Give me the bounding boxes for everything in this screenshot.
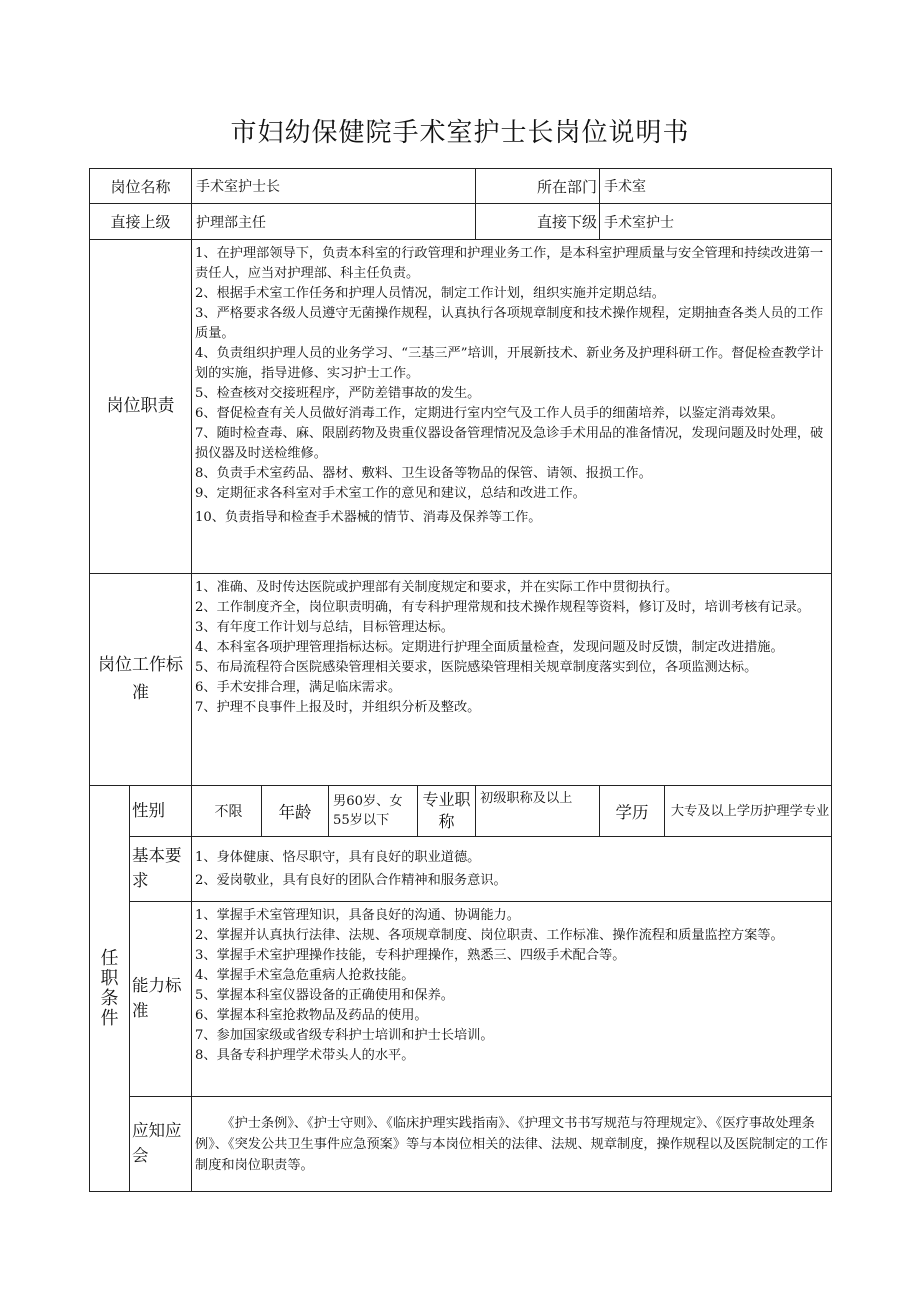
- basic-requirements-list: [192, 837, 832, 902]
- standards-label: 岗位工作标准: [90, 574, 192, 786]
- position-name-value: 手术室护士长: [192, 169, 476, 204]
- row-duties: [90, 240, 832, 574]
- ability-item: 4、掌握手术室急危重病人抢救技能。: [195, 968, 415, 983]
- knowledge-label: 应知应会: [130, 1097, 192, 1192]
- duty-item: 8、负责手术室药品、器材、敷料、卫生设备等物品的保管、请领、报损工作。: [195, 466, 652, 481]
- duty-item: 6、督促检查有关人员做好消毒工作，定期进行室内空气及工作人员手的细菌培养，以鉴定消毒效果。: [195, 406, 784, 421]
- position-name-label: 岗位名称: [90, 169, 192, 204]
- duty-item: 4、负责组织护理人员的业务学习、“三基三严”培训，开展新技术、新业务及护理科研工作。督促检查教学计划的实施，指导进修、实习护士工作。: [195, 346, 824, 381]
- duties-label: 岗位职责: [90, 240, 192, 574]
- department-value: 手术室: [600, 169, 832, 204]
- row-position-name: [90, 169, 832, 204]
- basic-item: 2、爱岗敬业，具有良好的团队合作精神和服务意识。: [195, 872, 507, 888]
- gender-value: 不限: [192, 786, 262, 837]
- ability-item: 6、掌握本科室抢救物品及药品的使用。: [195, 1008, 428, 1023]
- row-knowledge: [90, 1097, 832, 1192]
- ability-item: 1、掌握手术室管理知识，具备良好的沟通、协调能力。: [195, 908, 520, 923]
- title-label: 专业职称: [418, 786, 476, 837]
- duty-item: 3、严格要求各级人员遵守无菌操作规程，认真执行各项规章制度和技术操作规程，定期抽查各类人员的工作质量。: [195, 306, 824, 341]
- ability-item: 7、参加国家级或省级专科护士培训和护士长培训。: [195, 1028, 494, 1043]
- superior-label: 直接上级: [90, 204, 192, 240]
- row-basic-requirements: [90, 837, 832, 902]
- standard-item: 5、布局流程符合医院感染管理相关要求，医院感染管理相关规章制度落实到位，各项监测达标。: [195, 660, 758, 675]
- duty-item: 7、随时检查毒、麻、限剧药物及贵重仪器设备管理情况及急诊手术用品的准备情况，发现问题及时处理，破损仪器及时送检维修。: [195, 426, 824, 461]
- title-value: 初级职称及以上: [476, 786, 600, 837]
- qualifications-label: 任职条件: [90, 786, 130, 1192]
- duty-item: 2、根据手术室工作任务和护理人员情况，制定工作计划，组织实施并定期总结。: [195, 286, 665, 301]
- ability-item: 8、具备专科护理学术带头人的水平。: [195, 1048, 415, 1063]
- standards-list: [192, 574, 832, 786]
- education-value: 大专及以上学历护理学专业: [665, 786, 832, 837]
- age-label: 年龄: [262, 786, 329, 837]
- standard-item: 4、本科室各项护理管理指标达标。定期进行护理全面质量检查，发现问题及时反馈，制定改进措施。: [195, 640, 784, 655]
- basic-requirements-label: 基本要求: [130, 837, 192, 902]
- knowledge-text: 《护士条例》、《护士守则》、《临床护理实践指南》、《护理文书书写规范与符理规定》、《医疗事故处理条例》、《突发公共卫生事件应急预案》等与本岗位相关的法律、法规、规章制度，操作规程以及医院制定的工作制度和岗位职责等。: [192, 1097, 832, 1192]
- standard-item: 7、护理不良事件上报及时，并组织分析及整改。: [195, 700, 481, 715]
- row-standards: [90, 574, 832, 786]
- row-superior: [90, 204, 832, 240]
- row-ability: [90, 902, 832, 1097]
- subordinate-label: 直接下级: [476, 204, 600, 240]
- standard-item: 6、手术安排合理，满足临床需求。: [195, 680, 402, 695]
- ability-item: 2、掌握并认真执行法律、法规、各项规章制度、岗位职责、工作标准、操作流程和质量监控方案等。: [195, 928, 784, 943]
- standard-item: 3、有年度工作计划与总结，目标管理达标。: [195, 620, 454, 635]
- row-basic-info: [90, 786, 832, 837]
- duty-item: 10、负责指导和检查手术器械的情节、消毒及保养等工作。: [195, 510, 542, 525]
- superior-value: 护理部主任: [192, 204, 476, 240]
- standard-item: 2、工作制度齐全，岗位职责明确，有专科护理常规和技术操作规程等资料，修订及时，培训考核有记录。: [195, 600, 811, 615]
- page-title: 市妇幼保健院手术室护士长岗位说明书: [230, 118, 690, 148]
- gender-label: 性别: [130, 786, 192, 837]
- basic-item: 1、身体健康、恪尽职守，具有良好的职业道德。: [195, 849, 481, 865]
- duty-item: 1、在护理部领导下，负责本科室的行政管理和护理业务工作，是本科室护理质量与安全管理和持续改进第一责任人，应当对护理部、科主任负责。: [195, 246, 824, 281]
- ability-item: 3、掌握手术室护理操作技能，专科护理操作，熟悉三、四级手术配合等。: [195, 948, 626, 963]
- duties-list: [192, 240, 832, 574]
- age-value: 男60岁、女55岁以下: [329, 786, 418, 837]
- duty-item: 9、定期征求各科室对手术室工作的意见和建议，总结和改进工作。: [195, 486, 586, 501]
- ability-label: 能力标准: [130, 902, 192, 1097]
- ability-item: 5、掌握本科室仪器设备的正确使用和保养。: [195, 988, 454, 1003]
- department-label: 所在部门: [476, 169, 600, 204]
- job-description-table: [89, 168, 832, 1192]
- standard-item: 1、准确、及时传达医院或护理部有关制度规定和要求，并在实际工作中贯彻执行。: [195, 580, 679, 595]
- ability-list: [192, 902, 832, 1097]
- duty-item: 5、检查核对交接班程序，严防差错事故的发生。: [195, 386, 481, 401]
- education-label: 学历: [600, 786, 665, 837]
- subordinate-value: 手术室护士: [600, 204, 832, 240]
